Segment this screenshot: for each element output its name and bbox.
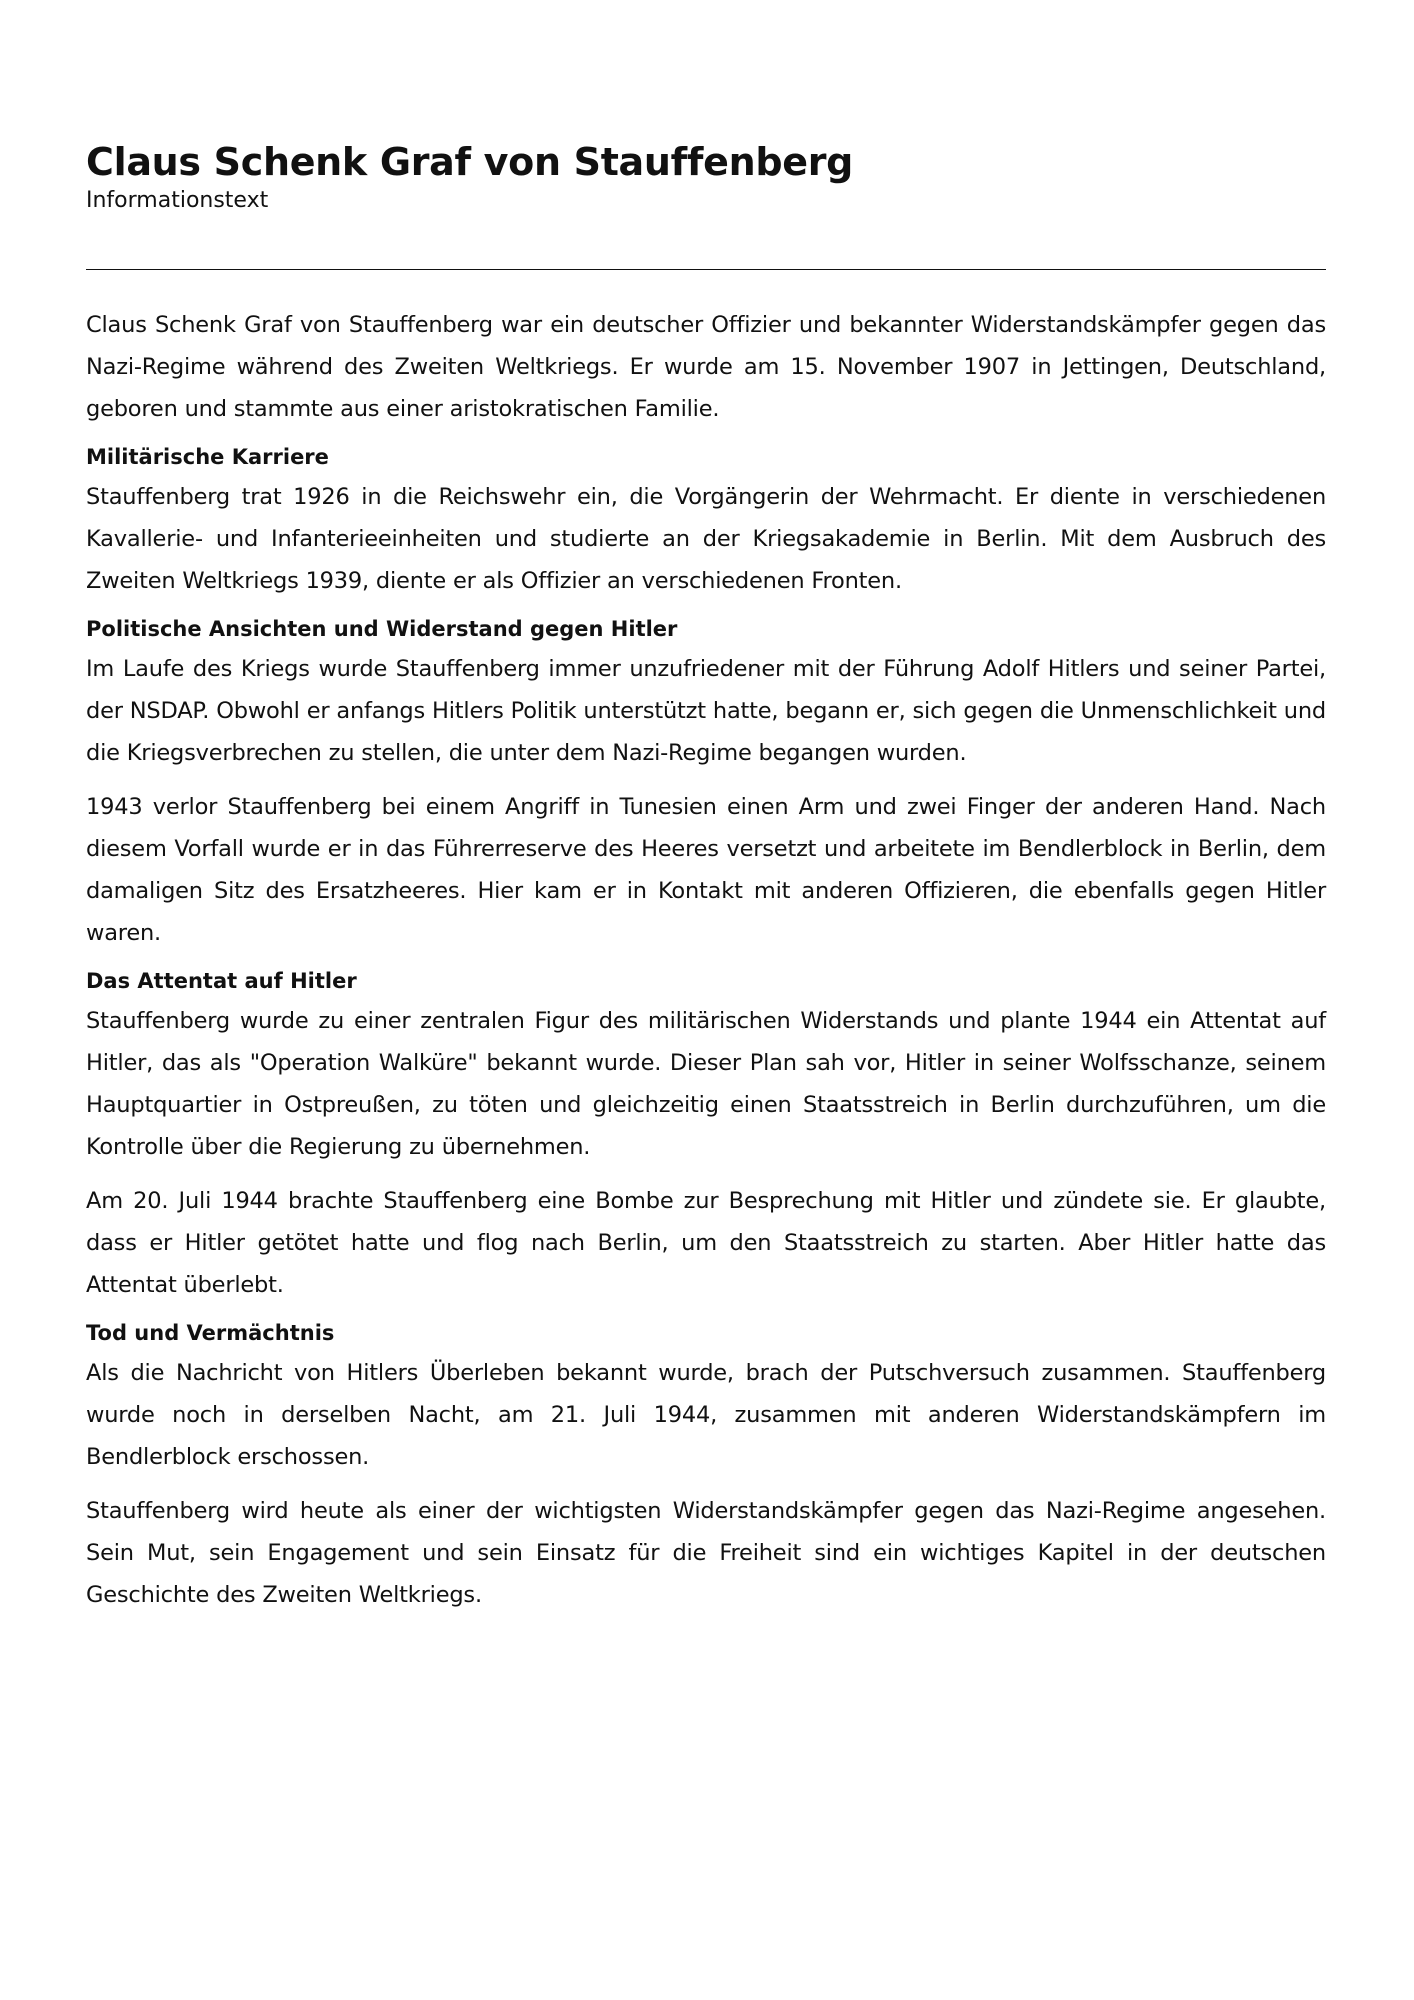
section-heading: Das Attentat auf Hitler [86,969,357,993]
document-subtitle: Informationstext [86,188,269,213]
section-paragraph: Am 20. Juli 1944 brachte Stauffenberg eine Bombe zur Besprechung mit Hitler und zündete sie. Er glaubte, dass er Hitler getötet hatte und flog nach Berlin, um den Staatsstreich zu starten. Aber Hitler hatte das Attentat überlebt. [86,1188,1326,1298]
section-paragraph: Als die Nachricht von Hitlers Überleben bekannt wurde, brach der Putschversuch zusammen. Stauffenberg wurde noch in derselben Nacht, am 21. Juli 1944, zusammen mit anderen Widerstandskämpfern im Bendlerblock erschossen. [86,1360,1326,1470]
section-paragraph: Im Laufe des Kriegs wurde Stauffenberg immer unzufriedener mit der Führung Adolf Hitlers und seiner Partei, der NSDAP. Obwohl er anfangs Hitlers Politik unterstützt hatte, begann er, sich gegen die Unmenschlichkeit und die Kriegsverbrechen zu stellen, die unter dem Nazi-Regime begangen wurden. [86,656,1326,766]
section-paragraph: 1943 verlor Stauffenberg bei einem Angriff in Tunesien einen Arm und zwei Finger der anderen Hand. Nach diesem Vorfall wurde er in das Führerreserve des Heeres versetzt und arbeitete im Bendlerblock in Berlin, dem damaligen Sitz des Ersatzheeres. Hier kam er in Kontakt mit anderen Offizieren, die ebenfalls gegen Hitler waren. [86,794,1326,946]
section-heading: Tod und Vermächtnis [86,1321,335,1345]
section-assassination-attempt [86,966,1326,1306]
document-body [86,304,1326,1628]
section-paragraph: Stauffenberg wird heute als einer der wichtigsten Widerstandskämpfer gegen das Nazi-Regime angesehen. Sein Mut, sein Engagement und sein Einsatz für die Freiheit sind ein wichtiges Kapitel in der deutschen Geschichte des Zweiten Weltkriegs. [86,1498,1326,1608]
section-political-views [86,614,1326,954]
document-title: Claus Schenk Graf von Stauffenberg [86,140,854,184]
section-death-legacy [86,1318,1326,1616]
document-page [86,138,1326,1608]
section-heading: Militärische Karriere [86,445,329,469]
intro-paragraph: Claus Schenk Graf von Stauffenberg war ein deutscher Offizier und bekannter Widerstandskämpfer gegen das Nazi-Regime während des Zweiten Weltkriegs. Er wurde am 15. November 1907 in Jettingen, Deutschland, geboren und stammte aus einer aristokratischen Familie. [86,312,1326,422]
title-divider [86,269,1326,270]
section-paragraph: Stauffenberg trat 1926 in die Reichswehr ein, die Vorgängerin der Wehrmacht. Er diente in verschiedenen Kavallerie- und Infanterieeinheiten und studierte an der Kriegsakademie in Berlin. Mit dem Ausbruch des Zweiten Weltkriegs 1939, diente er als Offizier an verschiedenen Fronten. [86,484,1326,594]
section-military-career [86,442,1326,602]
section-heading: Politische Ansichten und Widerstand gegen Hitler [86,617,678,641]
section-paragraph: Stauffenberg wurde zu einer zentralen Figur des militärischen Widerstands und plante 1944 ein Attentat auf Hitler, das als "Operation Walküre" bekannt wurde. Dieser Plan sah vor, Hitler in seiner Wolfsschanze, seinem Hauptquartier in Ostpreußen, zu töten und gleichzeitig einen Staatsstreich in Berlin durchzuführen, um die Kontrolle über die Regierung zu übernehmen. [86,1008,1326,1160]
